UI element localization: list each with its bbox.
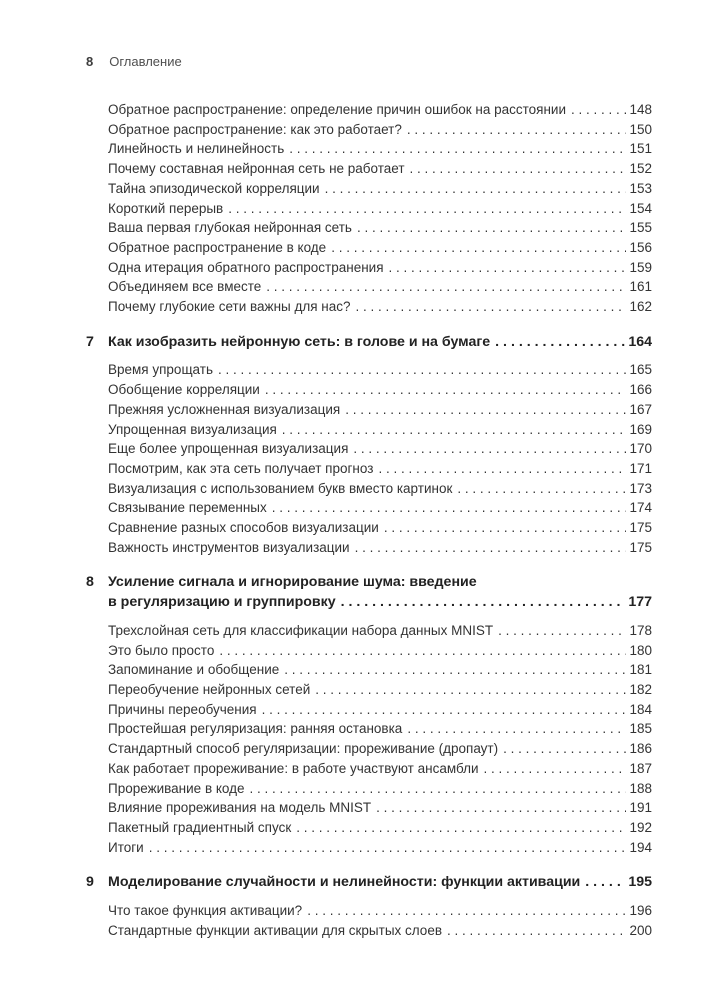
toc-entry-row [108,360,652,380]
entry-page-number: 187 [629,760,652,776]
dot-leader [353,439,626,459]
entry-title: Упрощенная визуализация [108,421,277,437]
entry-page-number: 165 [629,362,652,378]
toc-entry-row [108,120,652,140]
chapter-number: 7 [86,333,94,350]
entry-page-number: 180 [629,642,652,658]
entry-page-number: 161 [629,279,652,295]
entry-title: Линейность и нелинейность [108,141,285,157]
entry-page-number: 192 [629,819,652,835]
entry-page-number: 200 [629,922,652,938]
entry-page-number: 191 [629,800,652,816]
entry-title: Переобучение нейронных сетей [108,681,311,697]
entry-title: Еще более упрощенная визуализация [108,441,349,457]
entry-title: Влияние прореживания на модель MNIST [108,800,372,816]
dot-leader [284,660,626,680]
toc-entry-row [108,779,652,799]
dot-leader [219,641,626,661]
dot-leader [289,139,626,159]
entry-title: Объединяем все вместе [108,279,262,295]
entry-title: Важность инструментов визуализации [108,539,350,555]
chapter-title-block [108,333,652,353]
dot-leader [331,238,626,258]
entry-page-number: 166 [629,382,652,398]
toc-entry-row [108,159,652,179]
entry-page-number: 196 [629,903,652,919]
chapter-page-number: 195 [628,874,652,891]
dot-leader [498,621,626,641]
entry-title: Стандартный способ регуляризации: прореживание (дропаут) [108,741,499,757]
chapter-title-text: Моделирование случайности и нелинейности: функции активации [108,874,581,891]
entry-page-number: 153 [629,180,652,196]
entry-page-number: 174 [629,500,652,516]
toc-entry-row [108,380,652,400]
toc-chapter-row [86,873,652,893]
toc-entry-row [108,921,652,941]
toc-entry-row [108,901,652,921]
dot-leader [484,759,627,779]
dot-leader [407,120,627,140]
dot-leader [325,179,627,199]
chapter-title-line [108,593,652,613]
dot-leader [571,100,626,120]
toc-entry-row [108,277,652,297]
dot-leader [307,901,626,921]
entry-page-number: 194 [629,839,652,855]
chapter-title-block [108,573,652,612]
chapter-number: 8 [86,574,94,591]
chapter-title-text: Как изобразить нейронную сеть: в голове и на бумаге [108,333,491,350]
toc-entry-row [108,420,652,440]
chapter-page-number: 164 [628,333,652,350]
entry-title: Обратное распространение в коде [108,239,327,255]
toc-entry-row [108,258,652,278]
dot-leader [378,459,626,479]
entry-title: Пакетный градиентный спуск [108,819,292,835]
entry-title: Одна итерация обратного распространения [108,259,384,275]
toc-entry-row [108,538,652,558]
dot-leader [355,538,627,558]
toc-entry-row [108,518,652,538]
dot-leader [585,873,625,893]
entry-title: Сравнение разных способов визуализации [108,520,379,536]
entry-title: Ваша первая глубокая нейронная сеть [108,220,352,236]
toc-entry-row [108,297,652,317]
entry-title: Трехслойная сеть для классификации набора данных MNIST [108,622,494,638]
entry-title: Простейшая регуляризация: ранняя остановка [108,721,403,737]
toc-entry-row [108,498,652,518]
chapter-page-number: 177 [628,594,652,611]
dot-leader [495,333,625,353]
toc-entry-row [108,139,652,159]
chapter-title-line [108,573,652,593]
page-header [86,54,652,70]
page-header-title: Оглавление [109,54,182,69]
chapter-title-block [108,873,652,893]
toc-entry-row [108,818,652,838]
dot-leader [282,420,627,440]
entry-page-number: 170 [629,441,652,457]
entry-page-number: 150 [629,121,652,137]
toc-entry-row [108,798,652,818]
dot-leader [357,218,627,238]
entry-page-number: 156 [629,239,652,255]
toc-entry-row [108,459,652,479]
dot-leader [410,159,627,179]
toc-entry-row [108,680,652,700]
entry-page-number: 169 [629,421,652,437]
dot-leader [503,739,626,759]
entry-title: Посмотрим, как эта сеть получает прогноз [108,460,374,476]
toc-entry-row [108,238,652,258]
entry-title: Почему составная нейронная сеть не работает [108,161,405,177]
entry-title: Обратное распространение: определение причин ошибок на расстоянии [108,102,567,117]
toc-entry-row [108,838,652,858]
dot-leader [266,277,626,297]
entry-title: Связывание переменных [108,500,267,516]
dot-leader [376,798,626,818]
entry-page-number: 155 [629,220,652,236]
entry-page-number: 182 [629,681,652,697]
entry-title: Визуализация с использованием букв вместо картинок [108,480,453,496]
dot-leader [272,498,627,518]
page-number: 8 [86,54,94,69]
entry-page-number: 162 [629,299,652,315]
dot-leader [384,518,627,538]
dot-leader [218,360,626,380]
entry-page-number: 185 [629,721,652,737]
toc-entry-row [108,660,652,680]
toc-entry-row [108,479,652,499]
entry-title: Что такое функция активации? [108,903,303,919]
dot-leader [149,838,627,858]
entry-title: Обобщение корреляции [108,382,260,398]
entry-title: Итоги [108,839,144,855]
dot-leader [345,400,626,420]
entry-page-number: 184 [629,701,652,717]
dot-leader [389,258,627,278]
toc-entry-row [108,739,652,759]
entry-page-number: 186 [629,741,652,757]
dot-leader [341,593,626,613]
dot-leader [315,680,626,700]
toc-entry-row [108,759,652,779]
entry-title: Причины переобучения [108,701,257,717]
entry-title: Почему глубокие сети важны для нас? [108,299,351,315]
chapter-title-line [108,333,652,353]
entry-title: Прежняя усложненная визуализация [108,401,341,417]
toc-entry-row [108,218,652,238]
dot-leader [407,719,626,739]
entry-page-number: 159 [629,259,652,275]
dot-leader [265,380,627,400]
entry-title: Время упрощать [108,362,213,378]
toc-entry-row [108,700,652,720]
toc-chapter-row [86,333,652,353]
entry-title: Стандартные функции активации для скрытых слоев [108,922,442,938]
dot-leader [262,700,627,720]
entry-title: Как работает прореживание: в работе участвуют ансамбли [108,760,479,776]
entry-page-number: 178 [629,622,652,638]
toc-entry-row [108,179,652,199]
dot-leader [228,199,626,219]
entry-title: Тайна эпизодической корреляции [108,180,320,196]
toc-entry-row [108,100,652,120]
chapter-title-line [108,873,652,893]
dot-leader [356,297,627,317]
entry-page-number: 148 [629,102,652,117]
toc-entry-row [108,621,652,641]
entry-page-number: 152 [629,161,652,177]
entry-page-number: 175 [629,539,652,555]
entry-page-number: 171 [629,460,652,476]
toc-entry-row [108,439,652,459]
dot-leader [250,779,627,799]
entry-page-number: 154 [629,200,652,216]
entry-title: Короткий перерыв [108,200,224,216]
entry-page-number: 167 [629,401,652,417]
toc-list [86,100,652,940]
dot-leader [296,818,626,838]
toc-entry-row [108,400,652,420]
entry-page-number: 151 [629,141,652,157]
toc-entry-row [108,641,652,661]
toc-chapter-row [86,573,652,612]
dot-leader [457,479,626,499]
toc-entry-row [108,719,652,739]
dot-leader [447,921,626,941]
entry-title: Обратное распространение: как это работает? [108,121,402,137]
chapter-number: 9 [86,874,94,891]
entry-title: Запоминание и обобщение [108,662,280,678]
entry-page-number: 175 [629,520,652,536]
toc-entry-row [108,199,652,219]
chapter-title-text: Усиление сигнала и игнорирование шума: введение [108,574,477,591]
entry-title: Прореживание в коде [108,780,245,796]
chapter-title-text: в регуляризацию и группировку [108,594,336,611]
entry-page-number: 181 [629,662,652,678]
entry-title: Это было просто [108,642,215,658]
entry-page-number: 173 [629,480,652,496]
entry-page-number: 188 [629,780,652,796]
